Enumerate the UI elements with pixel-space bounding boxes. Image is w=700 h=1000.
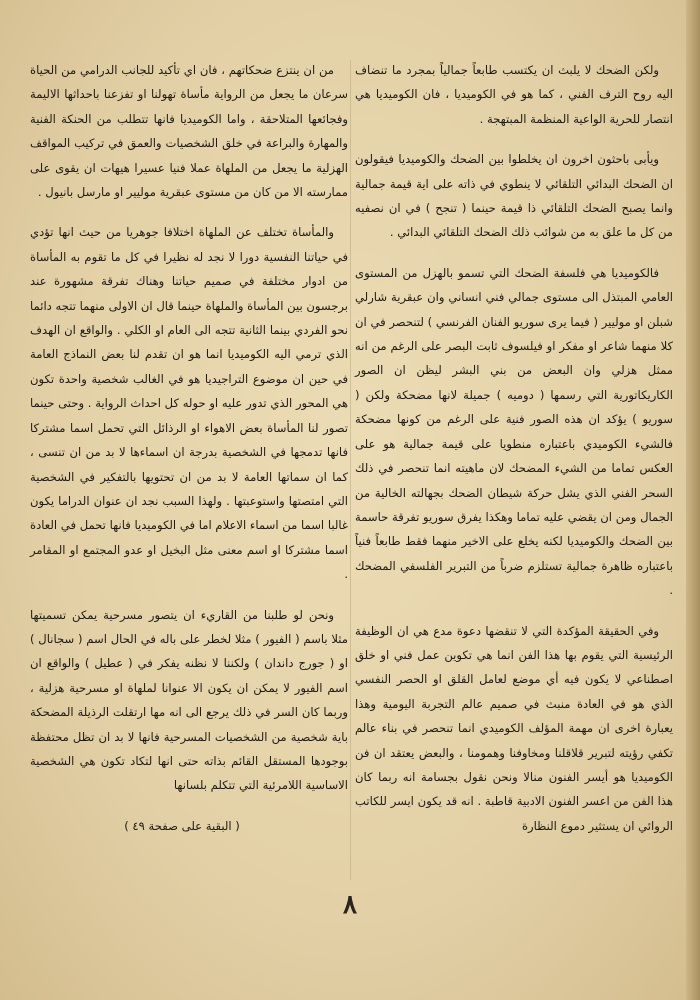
column-divider [350, 60, 351, 880]
paragraph: ويأبى باحثون اخرون ان يخلطوا بين الضحك والكوميديا فيقولون ان الضحك البدائي التلقائي لا ينطوي في ذاته على اية قيمة جمالية وانما يصبح الضحك التلقائي ذا قيمة حينما ( تنجح ) في ان نصفيه من كل ما علق به من شوائب ذلك الضحك التلقائي البدائي . [355, 152, 673, 240]
page-spine-edge [686, 0, 700, 1000]
paragraph: وفي الحقيقة المؤكدة التي لا تنقضها دعوة مدع هي ان الوظيفة الرئيسية التي يقوم بها هذا الفن انما هي تكوين عمل فني او خلق اصطناعي لا يكون فيه أي موضع لعامل القلق او الحصر النفسي الذي هو في العادة منبث في صميم عالم التجربة اليومية وهذا يعبارة اخرى ان مهمة المؤلف الكوميدي انما تنحصر في بناء عالم تكفي رؤيته لتبرير قلاقلنا ومخاوفنا وهمومنا ، والبعض يعتقد ان فن الكوميديا هو أيسر الفنون منالا ونحن نقول بجسامة انه ربما كان هذا الفن من اعسر الفنون الادبية قاطبة . انه قد يكون ايسر للكاتب الروائي ان يستثير دموع النظارة [355, 623, 673, 833]
paragraph: من ان ينتزع ضحكاتهم ، فان اي تأكيد للجانب الدرامي من الحياة سرعان ما يجعل من الرواية مأساة تهولنا او تفزعنا باحداثها الاليمة وفجائعها المتلاحقة ، واما الكوميديا فانها تتطلب من الحنكة الفنية والمهارة والبراعة في خلق الشخصيات والعمق في تركيب المواقف الهزلية ما يجعل من الملهاة عملا فنيا عسيرا هيهات ان يقوى على ممارسته الا من كان من مستوى عبقرية موليير او مارسل بانيول . [30, 63, 348, 200]
article-column-left [30, 58, 348, 854]
paragraph: فالكوميديا هي فلسفة الضحك التي تسمو بالهزل من المستوى العامي المبتذل الى مستوى جمالي فني انساني وان عبقرية شارلي شبلن او موليير ( فيما يرى سوريو الفنان الفرنسي ) لتنحصر في ان كلا منهما شاعر او مفكر او فيلسوف ثابت البصر على الرغم من انه ممثل هزلي وان البعض من بني البشر ليظن ان الصور الكاريكاتورية التي رسمها ( دوميه ) جميلة لانها مضحكة ولكن ( سوريو ) يؤكد ان هذه الصور فنية على الرغم من كونها مضحكة فالشيء الكوميدي باعتباره منطويا على قيمة جمالية هو على العكس تماما من الشيء المضحك لان ماهيته انما تنحصر في ذلك السحر الفني الذي يشل حركة شيطان الضحك بجهالته الخالية من الجمال ومن ان يقضي عليه تماما وهكذا يفرق سوريو تفرقة حاسمة بين الضحك والكوميديا لكنه يخلع على الاخير منهما فقط طابعاً فنياً باعتباره ظاهرة جمالية تستلزم ضرباً من التبرير الفلسفي المضحك . [355, 265, 673, 598]
article-column-right [355, 58, 673, 854]
continued-note: ( البقية على صفحة ٤٩ ) [124, 818, 240, 833]
paragraph: ونحن لو طلبنا من القاريء ان يتصور مسرحية يمكن تسميتها مثلا باسم ( الفيور ) مثلا لخطر على باله في الحال اسم ( سجانال ) او ( جورج داندان ) ولكننا لا نظنه يفكر في ( عطيل ) والواقع ان اسم الفيور لا يمكن ان يكون الا عنوانا لملهاة او مسرحية هزلية ، وربما كان السر في ذلك يرجع الى انه مها ارتقلت الرذيلة المضحكة باية شخصية من الشخصيات المسرحية فانها لا بد ان تظل محتفظة بوجودها المستقل القائم بذاته حتى انها لتكاد تكون هي الشخصية الاساسية اللامرئية التي تتكلم بلسانها [30, 607, 348, 793]
paragraph: ولكن الضحك لا يلبث ان يكتسب طابعاً جمالياً بمجرد ما تنضاف اليه روح الترف الفني ، كما هو في الكوميديا ، فان الكوميديا هي انتصار للحرية الواعية المنظمة المبتهجة . [355, 63, 673, 126]
paragraph: والمأساة تختلف عن الملهاة اختلافا جوهريا من حيث انها تؤدي في حياتنا النفسية دورا لا نجد له نظيرا في كل ما تقوم به المأساة من ادوار مختلفة في صميم حياتنا وهناك تفرقة مشهورة عند برجسون بين المأساة والملهاة حينما قال ان الاولى منهما تتجه دائما نحو الفردي بينما الثانية تتجه الى العام او الكلي . والواقع ان الهدف الذي ترمي اليه الكوميديا انما هو ان تقدم لنا بعض النماذج العامة في حين ان موضوع التراجيديا هو في الغالب شخصية واحدة تكون هي المحور الذي تدور عليه او حوله كل احداث الرواية . وحتى حينما تصور لنا المأساة بعض الاهواء او الرذائل التي تحمل اسما مشتركا فانها تدمجها في الشخصية بدرجة ان اسماءها لا بد من ان تنسى ، كما ان سماتها العامة لا بد من ان تحتويها بالتفكير في الشخصية التي امتصتها واستوعبتها . ولهذا السبب نجد ان عنوان الدراما يكون غالبا اسما من اسماء الاعلام اما في الكوميديا فانها تحمل في العادة اسما مشتركا او اسم معنى مثل البخيل او عدو المجتمع او المقامر . [29, 225, 348, 582]
page-number: ٨ [343, 890, 357, 920]
